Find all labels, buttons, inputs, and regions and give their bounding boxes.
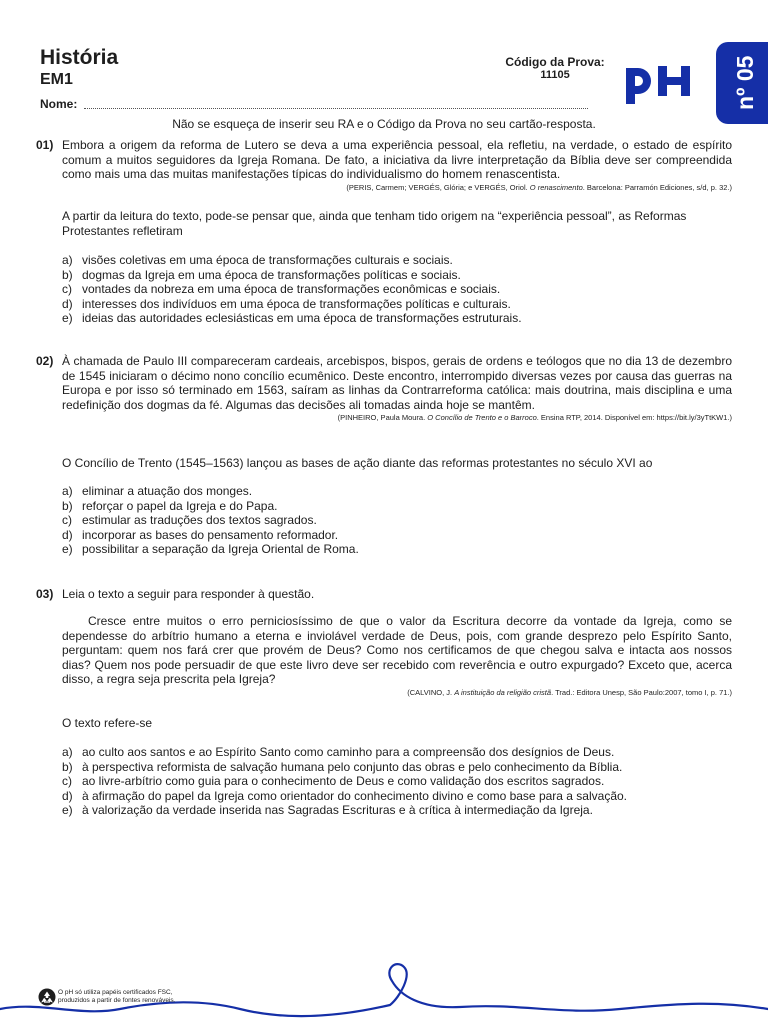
question-3	[62, 614, 732, 698]
question-3-citation	[62, 688, 732, 698]
option-c[interactable]: c) ao livre-arbítrio como guia para o conhecimento de Deus e como validação dos escritos sagrados.	[62, 774, 605, 789]
question-3-stem: O texto refere-se	[62, 716, 153, 730]
option-b[interactable]: b) à perspectiva reformista de salvação humana pelo conjunto das obras e pelo conhecimento da Bíblia.	[62, 759, 623, 774]
option-a[interactable]: a) eliminar a atuação dos monges.	[62, 484, 253, 498]
exam-code-value: 11105	[540, 69, 570, 81]
question-3-text: Cresce entre muitos o erro perniciosíssimo de que o valor da Escritura decorre da vontade da Igreja, como se dependesse do arbítrio humano a eterna e inviolável verdade de Deus, pois, com grande desprezo pelo Espírito Santo, perguntam: quem nos fará crer que provém de Deus? Como nos certificamos de que chegou salva e intacta aos nossos dias? Quem nos pode persuadir de que este livro deve ser recebido com reverência e outro expurgado? Exceto que, acerca disso, a regra seja prescrita pela Igreja?	[62, 614, 732, 686]
fsc-notice-line-2: produzidos a partir de fontes renováveis.	[58, 997, 176, 1004]
option-a[interactable]: a) visões coletivas em uma época de transformações culturais e sociais.	[62, 253, 453, 267]
instruction-text: Não se esqueça de inserir seu RA e o Código da Prova no seu cartão-resposta.	[172, 117, 596, 131]
question-2-text: À chamada de Paulo III compareceram cardeais, arcebispos, bispos, gerais de ordens e teólogos que no dia 13 de dezembro de 1545 iniciaram o décimo nono concílio ecumênico. Deste encontro, interrompido diversas vezes por causa das guerras na Europa e por isso só terminado em 1563, saíram as linhas da Contrarreforma católica: mais doutrina, mais disciplina e uma redefinição dos dogmas da fé. Algumas das decisões ali tomadas ainda hoje se mantêm.	[62, 354, 732, 412]
question-2-stem-block	[62, 456, 732, 471]
citation-title: A instituição da religião cristã	[454, 687, 552, 697]
question-1-text: Embora a origem da reforma de Lutero se deva a uma experiência pessoal, ela refletiu, na verdade, o estado de espírito comum a muitos seguidores da Igreja Romana. De fato, a iniciativa da livre interpretação da Bíblia deve ser compreendida como mais uma das muitas manifestações típicas do individualismo do homem renascentista.	[62, 138, 732, 181]
ph-logo	[622, 62, 696, 111]
citation-prefix: (PINHEIRO, Paula Moura.	[337, 413, 428, 422]
question-2-stem: O Concílio de Trento (1545–1563) lançou as bases de ação diante das reformas protestantes no século XVI ao	[62, 456, 653, 470]
option-d[interactable]: d) interesses dos indivíduos em uma época de transformações políticas e culturais.	[62, 296, 511, 311]
option-e[interactable]: e) à valorização da verdade inserida nas Sagradas Escrituras e à crítica à intermediação da Igreja.	[62, 803, 593, 818]
option-e[interactable]: e) ideias das autoridades eclesiásticas em uma época de transformações estruturais.	[62, 311, 522, 326]
citation-prefix: (PERIS, Carmem; VERGÉS, Glória; e VERGÉS, Oriol.	[346, 182, 530, 192]
citation-title: O renascimento	[529, 182, 583, 192]
question-1-citation	[62, 183, 732, 193]
option-c[interactable]: c) vontades da nobreza em uma época de transformações econômicas e sociais.	[62, 282, 501, 297]
name-field-line	[84, 108, 588, 109]
question-3-intro: Leia o texto a seguir para responder à questão.	[62, 587, 315, 601]
subject-title: História	[40, 46, 119, 69]
option-b[interactable]: b) dogmas da Igreja em uma época de transformações políticas e sociais.	[62, 267, 461, 282]
exam-code-label: Código da Prova:	[505, 55, 605, 69]
citation-title: O Concílio de Trento e o Barroco	[427, 413, 537, 422]
question-1-stem: A partir da leitura do texto, pode-se pensar que, ainda que tenham tido origem na “experiência pessoal”, as Reformas Protestantes refletiram	[62, 209, 687, 238]
question-1-stem-block	[62, 209, 732, 238]
citation-suffix: . Barcelona: Parramón Ediciones, s/d, p. 32.)	[582, 182, 732, 192]
name-label: Nome:	[40, 97, 78, 111]
option-a[interactable]: a) ao culto aos santos e ao Espírito Santo como caminho para a compreensão dos desígnios de Deus.	[62, 745, 615, 759]
question-2-citation	[62, 413, 732, 423]
citation-prefix: (CALVINO, J.	[407, 687, 455, 697]
question-3-intro-block	[62, 587, 732, 602]
question-3-stem-block	[62, 716, 732, 731]
option-d[interactable]: d) incorporar as bases do pensamento reformador.	[62, 527, 339, 542]
citation-suffix: . Ensina RTP, 2014. Disponível em: https://bit.ly/3yTtKW1.)	[536, 413, 732, 422]
question-2	[62, 354, 732, 423]
option-b[interactable]: b) reforçar o papel da Igreja e do Papa.	[62, 498, 278, 513]
question-1	[62, 138, 732, 193]
citation-suffix: . Trad.: Editora Unesp, São Paulo:2007, tomo I, p. 71.)	[551, 687, 732, 697]
option-c[interactable]: c) estimular as traduções dos textos sagrados.	[62, 513, 317, 528]
fsc-notice	[58, 989, 218, 1005]
question-1-options	[62, 253, 732, 326]
question-2-number: 02)	[36, 354, 54, 368]
question-1-number: 01)	[36, 138, 54, 152]
question-3-number: 03)	[36, 587, 54, 601]
option-e[interactable]: e) possibilitar a separação da Igreja Oriental de Roma.	[62, 542, 359, 557]
question-3-options	[62, 745, 732, 818]
recycle-icon	[38, 988, 56, 1006]
issue-number: nº 05	[732, 55, 758, 111]
question-2-options	[62, 484, 732, 557]
issue-number-tab	[716, 42, 768, 124]
ph-logo-icon	[622, 62, 696, 106]
option-d[interactable]: d) à afirmação do papel da Igreja como orientador do conhecimento divino e como base para a salvação.	[62, 788, 627, 803]
grade-level: EM1	[40, 71, 73, 88]
fsc-notice-line-1: O pH só utiliza papéis certificados FSC,	[58, 989, 173, 996]
